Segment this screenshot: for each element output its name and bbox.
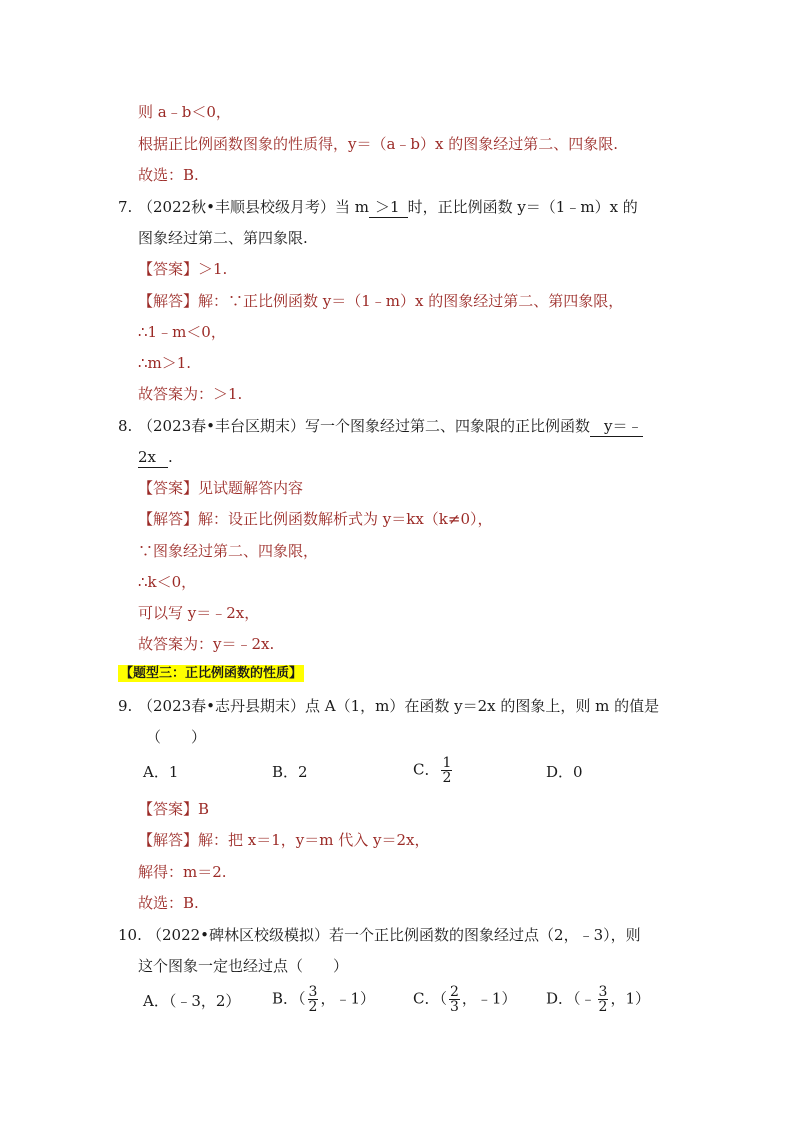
q10-option-d — [546, 985, 650, 1014]
fraction-numerator: 1 — [442, 755, 452, 771]
q9-stem: （2023春•志丹县期末）点 A（1，m）在函数 y＝2x 的图象上，则 m 的值是 — [138, 697, 660, 715]
fraction-denominator: 2 — [598, 999, 608, 1015]
section-title: 【题型三：正比例函数的性质】 — [120, 666, 303, 681]
q10-stem: （2022•碑林区校级模拟）若一个正比例函数的图象经过点（2，﹣3），则 — [147, 926, 641, 944]
q7-stem-line2: 图象经过第二、第四象限. — [138, 229, 308, 247]
q7-solution-line4: 故答案为：＞1. — [138, 385, 243, 403]
fraction-numerator: 3 — [308, 984, 318, 1000]
q9-option-d: D．0 — [546, 763, 583, 781]
q10-option-c-suffix: ，﹣1） — [461, 989, 517, 1008]
q7-solution-line3: ∴m＞1. — [138, 354, 192, 372]
q9-option-c — [413, 756, 454, 785]
q7-stem — [138, 197, 638, 218]
q10-option-b-fraction — [308, 985, 319, 1014]
fraction-denominator: 2 — [308, 999, 318, 1015]
q9-option-c-label: C． — [413, 760, 440, 779]
q10-option-a: A．（﹣3，2） — [143, 992, 241, 1010]
section-heading — [118, 664, 304, 684]
q9-solution-line1: 【解答】解：把 x＝1，y＝m 代入 y＝2x， — [138, 831, 430, 849]
q6-solution-line3: 故选：B. — [138, 166, 199, 184]
q7-stem-rest: 时，正比例函数 y＝（1﹣m）x 的 — [407, 198, 638, 216]
q8-answer-blank-part1: y＝﹣ — [590, 416, 642, 437]
q9-number: 9. — [118, 697, 133, 715]
q10-number: 10. — [118, 926, 142, 944]
q10-option-b — [272, 985, 375, 1014]
q9-solution-line3: 故选：B. — [138, 894, 199, 912]
q9-option-c-fraction — [441, 756, 452, 785]
q9-solution-line2: 解得：m＝2. — [138, 863, 227, 881]
q10-option-d-fraction — [598, 985, 609, 1014]
q10-option-c-fraction — [449, 985, 460, 1014]
q7-answer: 【答案】＞1. — [138, 260, 228, 278]
q6-solution-line2: 根据正比例函数图象的性质得，y＝（a﹣b）x 的图象经过第二、四象限. — [138, 135, 619, 153]
fraction-denominator: 3 — [449, 999, 459, 1015]
q6-solution-line1: 则 a﹣b＜0， — [138, 103, 231, 121]
q9-option-b: B．2 — [272, 763, 308, 781]
q8-solution-line2: ∵图象经过第二、四象限， — [138, 542, 319, 560]
q8-stem-text: （2023春•丰台区期末）写一个图象经过第二、四象限的正比例函数 — [138, 417, 591, 435]
q8-answer: 【答案】见试题解答内容 — [138, 479, 304, 497]
q10-option-b-prefix: B．（ — [272, 989, 306, 1008]
q8-stem-line2 — [138, 447, 173, 468]
q8-stem-end: . — [168, 448, 173, 466]
q10-option-d-prefix: D．（﹣ — [546, 989, 596, 1008]
q10-option-b-suffix: ，﹣1） — [320, 989, 375, 1008]
fraction-numerator: 2 — [449, 984, 459, 1000]
q8-solution-line3: ∴k＜0， — [138, 573, 197, 591]
q8-solution-line5: 故答案为：y＝﹣2x. — [138, 635, 275, 653]
q8-number: 8. — [118, 417, 133, 435]
fraction-denominator: 2 — [442, 770, 452, 786]
q10-option-d-suffix: ，1） — [610, 989, 650, 1008]
q9-answer: 【答案】B — [138, 800, 210, 818]
q9-answer-paren: （ ） — [146, 728, 207, 746]
q8-solution-line1: 【解答】解：设正比例函数解析式为 y＝kx（k≠0）， — [138, 510, 493, 528]
q10-stem-line2: 这个图象一定也经过点（ ） — [138, 957, 349, 975]
fraction-numerator: 3 — [598, 984, 608, 1000]
q7-solution-line1: 【解答】解：∵正比例函数 y＝（1﹣m）x 的图象经过第二、第四象限， — [138, 292, 624, 310]
q7-source: （2022秋•丰顺县校级月考）当 m — [138, 198, 370, 216]
q9-option-a: A．1 — [143, 763, 179, 781]
q8-answer-blank-part2: 2x — [138, 447, 168, 468]
q7-answer-blank: ＞1 — [369, 197, 408, 218]
q8-solution-line4: 可以写 y＝﹣2x， — [138, 604, 260, 622]
q7-number: 7. — [118, 198, 133, 216]
q8-stem — [138, 416, 643, 437]
q7-solution-line2: ∴1﹣m＜0， — [138, 323, 226, 341]
q10-option-c — [413, 985, 516, 1014]
q10-option-c-prefix: C．（ — [413, 989, 447, 1008]
